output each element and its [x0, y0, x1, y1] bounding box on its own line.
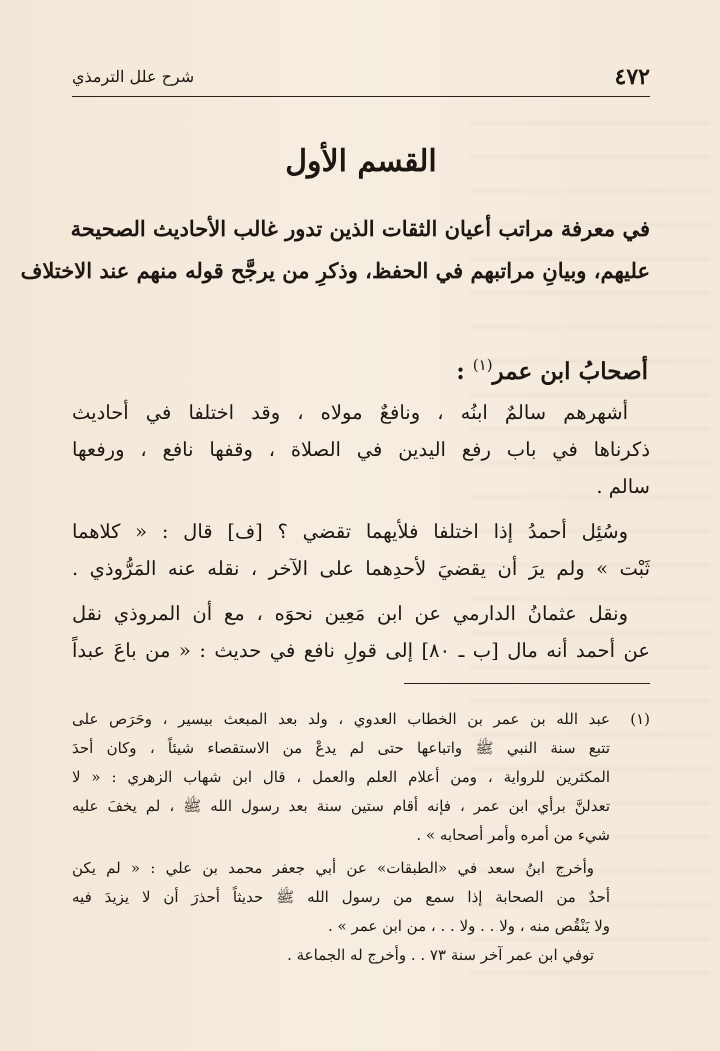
- companions-heading: [456, 350, 648, 387]
- footnote-number: (١): [630, 710, 650, 728]
- footnote-reference[interactable]: (١): [472, 356, 493, 374]
- footnote-line: وأخرج ابنُ سعد في «الطبقات» عن أبي جعفر محمد بن علي : « لم يكن: [72, 859, 594, 877]
- body-line: ثَبْت » ولم يرَ أن يقضيَ لأحدِهما على الآخر ، نقله عنه المَرُّوذي .: [72, 557, 650, 580]
- running-title: شرح علل الترمذي: [72, 67, 195, 86]
- page-header: [72, 62, 650, 97]
- footnote-line: تعدلنَّ برأي ابن عمر ، فإنه أقام ستين سنة بعد رسول الله ﷺ ، لم يخفَ عليه: [72, 797, 610, 815]
- body-line: ذكرناها في باب رفع اليدين في الصلاة ، وقفها نافع ، ورفعها: [72, 438, 650, 461]
- footnote-line: أحدٌ من الصحابة إذا سمع من رسول الله ﷺ حديثاً أحذرَ أن لا يزيدَ فيه: [72, 888, 610, 906]
- footnote-line: توفي ابن عمر آخر سنة ٧٣ . . وأخرج له الجماعة .: [287, 946, 594, 964]
- footnote-line: ولا يَنْقُص منه ، ولا . . ولا . . ، من ابن عمر » .: [328, 917, 610, 935]
- paragraph-gap: [72, 587, 650, 595]
- page-number: ٤٧٢: [614, 64, 650, 90]
- footnote-line: المكثرين للرواية ، ومن أعلام العلم والعمل ، قال ابن شهاب الزهري : « لا: [72, 768, 610, 786]
- footnote-line: عبد الله بن عمر بن الخطاب العدوي ، ولد بعد المبعث بيسير ، وحَرَص على: [72, 710, 610, 728]
- footnote-line: تتبع سنة النبي ﷺ واتباعها حتى لم يدعْ من الاستقصاء شيئاً ، وكان أحدَ: [72, 739, 610, 757]
- footnote-body: [72, 705, 610, 970]
- heading-colon: :: [456, 358, 465, 385]
- footnote-separator: [404, 683, 650, 684]
- body-line: سالم .: [596, 475, 650, 498]
- section-subtitle: [20, 208, 650, 292]
- footnote-line: شيء من أمره وأمر أصحابه » .: [416, 826, 610, 844]
- companions-heading-text: أصحابُ ابن عمر: [492, 358, 648, 385]
- body-line: وسُئِل أحمدُ إذا اختلفا فلأيهما تقضي ؟ [ف] قال : « كلاهما: [72, 520, 628, 543]
- subtitle-line: في معرفة مراتب أعيان الثقات الذين تدور غالب الأحاديث الصحيحة: [70, 216, 650, 241]
- paragraph-gap: [72, 505, 650, 513]
- body-line: عن أحمد أنه مال [ب ـ ٨٠] إلى قولِ نافع في حديث : « من باعَ عبداً: [72, 639, 650, 662]
- body-text: [72, 394, 650, 669]
- body-line: ونقل عثمانُ الدارمي عن ابن مَعِين نحوَه ، مع أن المروذي نقل: [72, 602, 628, 625]
- section-title: القسم الأول: [285, 144, 437, 179]
- footnotes: [72, 705, 650, 970]
- subtitle-line: عليهم، وبيانِ مراتبهم في الحفظ، وذكرِ من يرجَّح قوله منهم عند الاختلاف: [20, 258, 650, 283]
- body-line: أشهرهم سالمٌ ابنُه ، ونافعٌ مولاه ، وقد اختلفا في أحاديث: [72, 401, 628, 424]
